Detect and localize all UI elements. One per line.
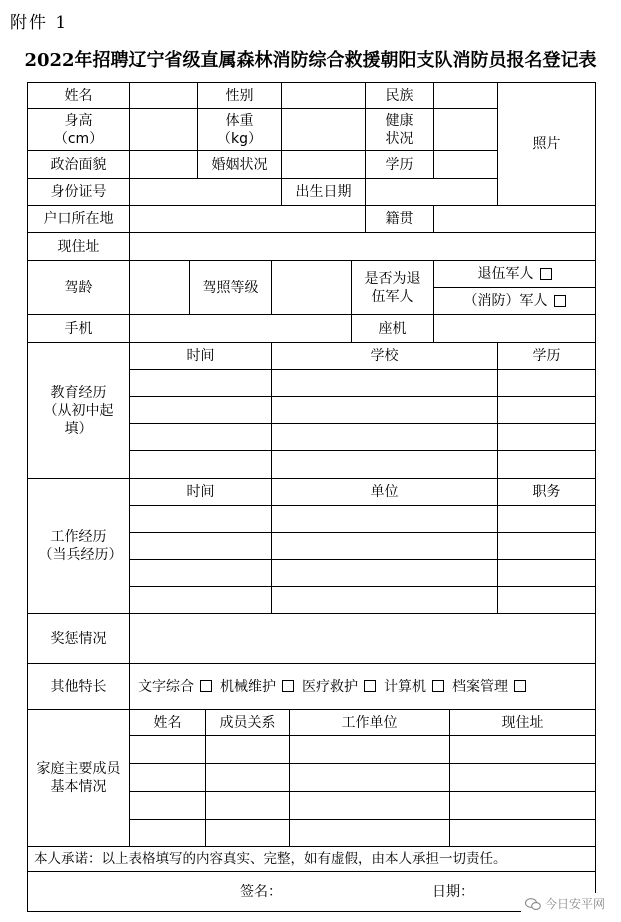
signature-label: 签名： [240,884,282,900]
table-cell[interactable] [271,369,498,397]
ethnicity-field[interactable] [433,82,498,109]
driving-years-label: 驾龄 [27,260,130,315]
table-cell[interactable] [205,735,290,764]
table-cell[interactable] [129,791,206,820]
marital-label: 婚姻状况 [197,150,282,179]
table-cell[interactable] [449,819,596,847]
table-cell[interactable] [289,819,450,847]
fire-soldier-option[interactable]: （消防）军人 [433,287,596,315]
table-cell[interactable] [497,369,596,397]
table-cell[interactable] [271,532,498,560]
name-field[interactable] [129,82,198,109]
photo-label: 照片 [532,136,561,152]
skill-writing[interactable]: 文字综合 [138,678,212,696]
table-cell[interactable] [271,559,498,587]
table-cell[interactable] [289,735,450,764]
table-cell[interactable] [289,763,450,792]
landline-field[interactable] [433,314,596,343]
pledge-text: 本人承诺：以上表格填写的内容真实、完整，如有虚假，由本人承担一切责任。 [27,846,596,872]
weight-label: 体重（kg） [197,108,282,151]
attachment-label: 附件 1 [10,13,69,33]
checkbox-icon[interactable] [364,680,376,692]
family-col-address: 现住址 [449,709,596,736]
skills-label: 其他特长 [27,663,130,710]
table-cell[interactable] [129,735,206,764]
health-label: 健康状况 [365,108,434,151]
table-cell[interactable] [129,559,272,587]
gender-field[interactable] [281,82,366,109]
height-field[interactable] [129,108,198,151]
table-cell[interactable] [129,423,272,451]
mobile-label: 手机 [27,314,130,343]
family-col-relation: 成员关系 [205,709,290,736]
table-cell[interactable] [497,396,596,424]
education-label: 学历 [365,150,434,179]
work-col-time: 时间 [129,478,272,506]
weight-field[interactable] [281,108,366,151]
veteran-label: 是否为退伍军人 [351,260,434,315]
awards-field[interactable] [129,613,596,664]
gender-label: 性别 [197,82,282,109]
table-cell[interactable] [497,586,596,614]
veteran-option[interactable]: 退伍军人 [433,260,596,288]
form-title: 2022年招聘辽宁省级直属森林消防综合救援朝阳支队消防员报名登记表 [24,50,597,71]
table-cell[interactable] [205,819,290,847]
name-label: 姓名 [27,82,130,109]
native-place-field[interactable] [433,205,596,233]
table-cell[interactable] [497,532,596,560]
skill-mechanical[interactable]: 机械维护 [220,678,294,696]
table-cell[interactable] [449,763,596,792]
table-cell[interactable] [129,369,272,397]
skill-archives[interactable]: 档案管理 [452,678,526,696]
table-cell[interactable] [129,396,272,424]
id-number-label: 身份证号 [27,178,130,206]
address-label: 现住址 [27,232,130,261]
skill-computer[interactable]: 计算机 [384,678,444,696]
mobile-field[interactable] [129,314,352,343]
edu-col-time: 时间 [129,342,272,370]
license-class-label: 驾照等级 [189,260,272,315]
driving-years-field[interactable] [129,260,190,315]
table-cell[interactable] [497,450,596,479]
table-cell[interactable] [129,505,272,533]
height-label: 身高（cm） [27,108,130,151]
checkbox-icon[interactable] [200,680,212,692]
table-cell[interactable] [205,791,290,820]
table-cell[interactable] [497,505,596,533]
signature-row [27,871,596,912]
table-cell[interactable] [129,763,206,792]
table-cell[interactable] [449,735,596,764]
work-section-label: 工作经历（当兵经历） [27,478,130,614]
ethnicity-label: 民族 [365,82,434,109]
table-cell[interactable] [449,791,596,820]
edu-col-school: 学校 [271,342,498,370]
table-cell[interactable] [129,450,272,479]
skills-options [129,663,596,710]
checkbox-icon[interactable] [554,295,566,307]
political-label: 政治面貌 [27,150,130,179]
health-field[interactable] [433,108,498,151]
table-cell[interactable] [271,586,498,614]
native-place-label: 籍贯 [365,205,434,233]
hukou-label: 户口所在地 [27,205,130,233]
family-col-employer: 工作单位 [289,709,450,736]
work-col-unit: 单位 [271,478,498,506]
political-field[interactable] [129,150,198,179]
edu-col-degree: 学历 [497,342,596,370]
hukou-field[interactable] [129,205,366,233]
wechat-icon [525,898,541,910]
table-cell[interactable] [129,586,272,614]
table-cell[interactable] [129,819,206,847]
birth-date-field[interactable] [365,178,498,206]
address-field[interactable] [129,232,596,261]
family-col-name: 姓名 [129,709,206,736]
table-cell[interactable] [271,423,498,451]
table-cell[interactable] [271,450,498,479]
table-cell[interactable] [129,532,272,560]
table-cell[interactable] [289,791,450,820]
work-col-position: 职务 [497,478,596,506]
registration-form [27,82,596,912]
checkbox-icon[interactable] [514,680,526,692]
table-cell[interactable] [497,559,596,587]
table-cell[interactable] [271,396,498,424]
education-field[interactable] [433,150,498,179]
birth-date-label: 出生日期 [281,178,366,206]
family-section-label: 家庭主要成员基本情况 [27,709,130,847]
education-section-label: 教育经历（从初中起填） [27,342,130,479]
watermark: 今日安平网 [521,893,609,914]
awards-label: 奖惩情况 [27,613,130,664]
landline-label: 座机 [351,314,434,343]
marital-field[interactable] [281,150,366,179]
skill-medical[interactable]: 医疗救护 [302,678,376,696]
checkbox-icon[interactable] [540,268,552,280]
id-number-field[interactable] [129,178,282,206]
table-cell[interactable] [205,763,290,792]
table-cell[interactable] [271,505,498,533]
license-class-field[interactable] [271,260,352,315]
checkbox-icon[interactable] [282,680,294,692]
date-label: 日期： [432,884,474,900]
checkbox-icon[interactable] [432,680,444,692]
photo-box[interactable] [497,82,596,206]
table-cell[interactable] [497,423,596,451]
